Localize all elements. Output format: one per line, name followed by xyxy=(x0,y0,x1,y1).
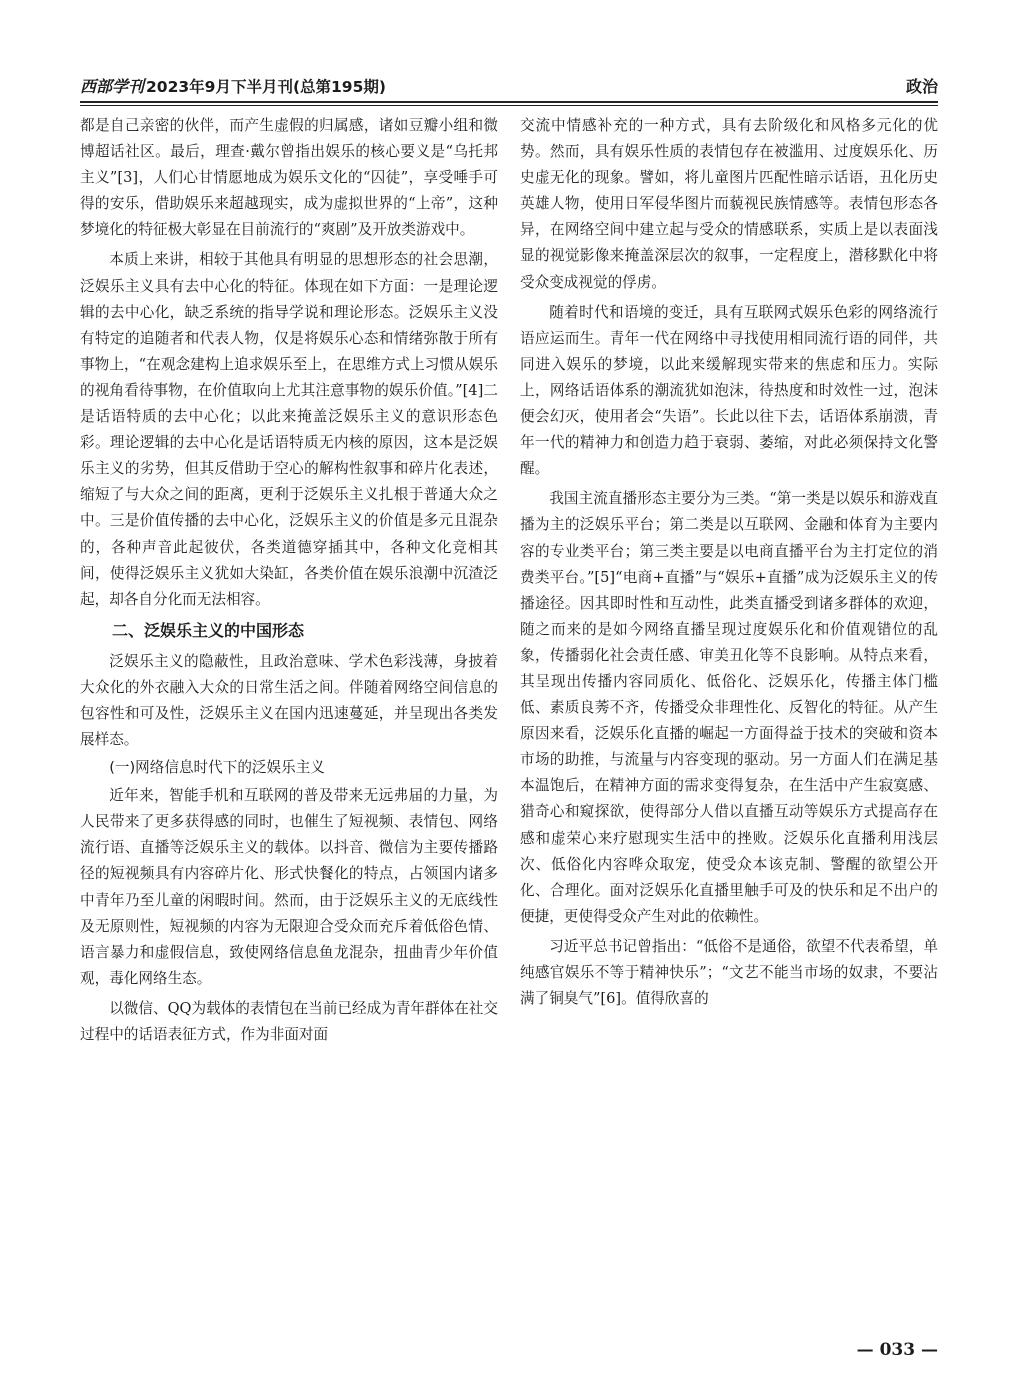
journal-issue-line xyxy=(80,74,386,97)
paragraph: 泛娱乐主义的隐蔽性，且政治意味、学术色彩浅薄，身披着大众化的外衣融入大众的日常生活之间。伴随着网络空间信息的包容性和可及性，泛娱乐主义在国内迅速蔓延，并呈现出各类发展样态。 xyxy=(80,652,498,749)
header-rule-thin xyxy=(80,105,938,106)
paragraph: 交流中情感补充的一种方式，具有去阶级化和风格多元化的优势。然而，具有娱乐性质的表情包存在被滥用、过度娱乐化、历史虚无化的现象。譬如，将儿童图片匹配性暗示话语，丑化历史英雄人物，使用日军侵华图片而藐视民族情感等。表情包形态各异，在网络空间中建立起与受众的情感联系，实质上是以表面浅显的视觉影像来掩盖深层次的叙事，一定程度上，潜移默化中将受众变成视觉的俘虏。 xyxy=(520,117,938,291)
header-rule-thick xyxy=(80,101,938,103)
paragraph: 近年来，智能手机和互联网的普及带来无远弗届的力量，为人民带来了更多获得感的同时，也催生了短视频、表情包、网络流行语、直播等泛娱乐主义的载体。以抖音、微信为主要传播路径的短视频具有内容碎片化、形式快餐化的特点，占领国内诸多中青年乃至儿童的闲暇时间。然而，由于泛娱乐主义的无底线性及无原则性，短视频的内容为无限迎合受众而充斥着低俗色情、语言暴力和虚假信息，致使网络信息鱼龙混杂，扭曲青少年价值观，毒化网络生态。 xyxy=(80,787,498,987)
section-heading: 二、泛娱乐主义的中国形态 xyxy=(112,620,305,640)
paragraph: 我国主流直播形态主要分为三类。“第一类是以娱乐和游戏直播为主的泛娱乐平台；第二类是以互联网、金融和体育为主要内容的专业类平台；第三类主要是以电商直播平台为主打定位的消费类平台。”[5]“电商+直播”与“娱乐+直播”成为泛娱乐主义的传播途径。因其即时性和互动性，此类直播受到诸多群体的欢迎，随之而来的是如今网络直播呈现过度娱乐化和价值观错位的乱象，传播弱化社会责任感、审美丑化等不良影响。从特点来看，其呈现出传播内容同质化、低俗化、泛娱乐化，传播主体门槛低、素质良莠不齐，传播受众非理性化、反智化的特征。从产生原因来看，泛娱乐化直播的崛起一方面得益于技术的突破和资本市场的助推，与流量与内容变现的驱动。另一方面人们在满足基本温饱后，在精神方面的需求变得复杂，在生活中产生寂寞感、猎奇心和窥探欲，使得部分人借以直播互动等娱乐方式提高存在感和虚荣心来疗慰现实生活中的挫败。泛娱乐化直播利用浅层次、低俗化内容哗众取宠，使受众本该克制、警醒的欲望公开化、合理化。面对泛娱乐化直播里触手可及的快乐和足不出户的便捷，更使得受众产生对此的依赖性。 xyxy=(520,490,938,925)
issue-label: 2023年9月下半月刊(总第195期) xyxy=(146,78,386,96)
subsection-heading: (一)网络信息时代下的泛娱乐主义 xyxy=(109,759,325,777)
page-header xyxy=(80,74,938,102)
paragraph: 随着时代和语境的变迁，具有互联网式娱乐色彩的网络流行语应运而生。青年一代在网络中寻找使用相同流行语的同伴，共同进入娱乐的梦境，以此来缓解现实带来的焦虑和压力。实际上，网络话语体系的潮流犹如泡沫，待热度和时效性一过，泡沫便会幻灭，使用者会“失语”。长此以往下去，话语体系崩溃，青年一代的精神力和创造力趋于衰弱、萎缩，对此必须保持文化警醒。 xyxy=(520,303,938,478)
journal-logo: 西部学刊 xyxy=(80,77,145,96)
page-number: — 033 — xyxy=(856,1340,938,1360)
paragraph: 习近平总书记曾指出：“低俗不是通俗，欲望不代表希望，单纯感官娱乐不等于精神快乐”；“文艺不能当市场的奴隶，不要沾满了铜臭气”[6]。值得欣喜的 xyxy=(520,937,938,1008)
paragraph: 本质上来讲，相较于其他具有明显的思想形态的社会思潮，泛娱乐主义具有去中心化的特征。体现在如下方面：一是理论逻辑的去中心化，缺乏系统的指导学说和理论形态。泛娱乐主义没有特定的追随者和代表人物，仅是将娱乐心态和情绪弥散于所有事物上，“在观念建构上追求娱乐至上，在思维方式上习惯从娱乐的视角看待事物，在价值取向上尤其注意事物的娱乐价值。”[4]二是话语特质的去中心化；以此来掩盖泛娱乐主义的意识形态色彩。理论逻辑的去中心化是话语特质无内核的原因，这本是泛娱乐主义的劣势，但其反借助于空心的解构性叙事和碎片化表述，缩短了与大众之间的距离，更利于泛娱乐主义扎根于普通大众之中。三是价值传播的去中心化，泛娱乐主义的价值是多元且混杂的，各种声音此起彼伏，各类道德穿插其中，各种文化竞相其间，使得泛娱乐主义犹如大染缸，各类价值在娱乐浪潮中沉渣泛起，却各自分化而无法相容。 xyxy=(80,251,498,608)
left-column xyxy=(80,113,498,1338)
paragraph: 以微信、QQ为载体的表情包在当前已经成为青年群体在社交过程中的话语表征方式，作为非面对面 xyxy=(80,999,498,1043)
section-label: 政治 xyxy=(905,77,938,96)
paragraph: 都是自己亲密的伙伴，而产生虚假的归属感，诸如豆瓣小组和微博超话社区。最后，理查·戴尔曾指出娱乐的核心要义是“乌托邦主义”[3]，人们心甘情愿地成为娱乐文化的“囚徒”，享受唾手可得的安乐，借助娱乐来超越现实，成为虚拟世界的“上帝”，这种梦境化的特征极大彰显在目前流行的“爽剧”及开放类游戏中。 xyxy=(80,117,498,239)
right-column xyxy=(520,113,938,1338)
